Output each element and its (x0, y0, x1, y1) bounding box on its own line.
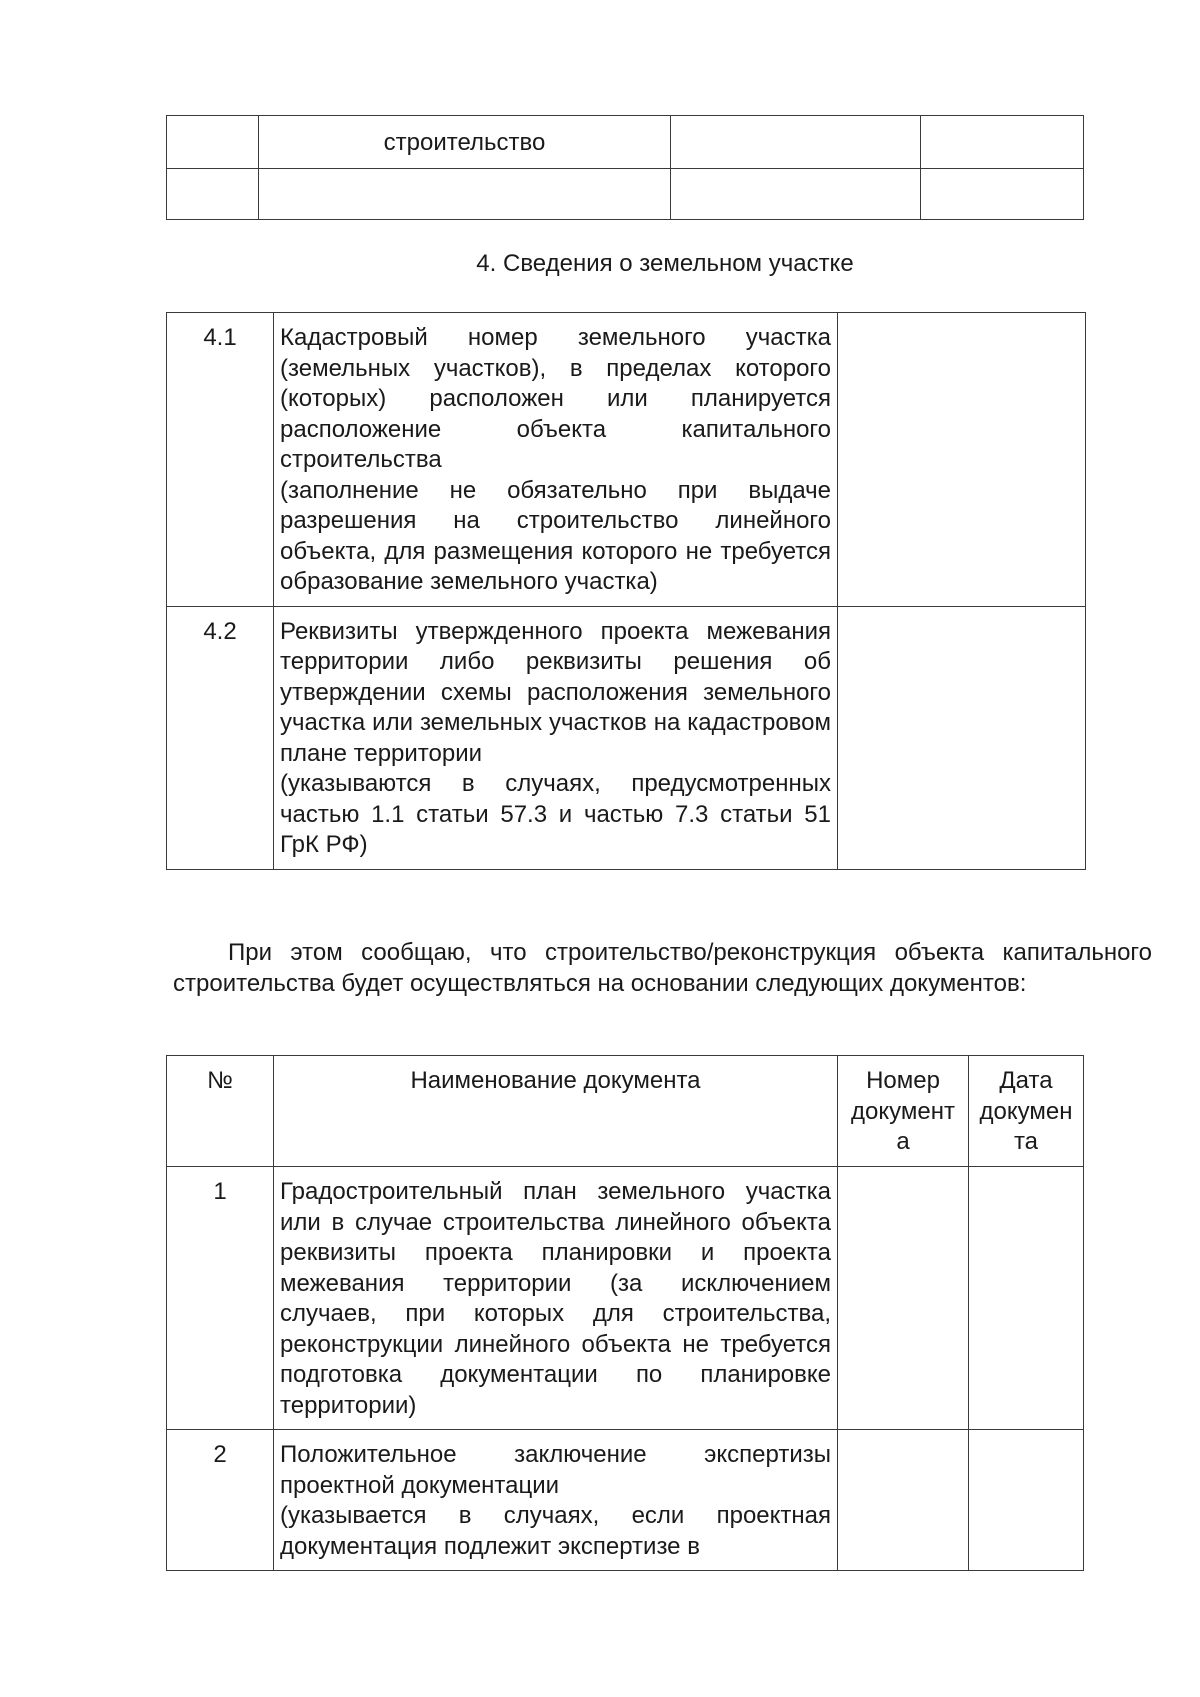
row-number: 2 (167, 1430, 274, 1571)
value-cell (969, 1430, 1084, 1571)
row-number: 4.2 (167, 606, 274, 869)
header-document-date: Дата докумен та (969, 1056, 1084, 1167)
header-number: № (167, 1056, 274, 1167)
table-cell-construction: строительство (259, 116, 671, 169)
row-number: 1 (167, 1167, 274, 1430)
table-row (167, 169, 1084, 220)
table-cell (167, 169, 259, 220)
row-description (274, 1430, 838, 1571)
row-number: 4.1 (167, 313, 274, 607)
table-cell (921, 169, 1084, 220)
row-description (274, 1167, 838, 1430)
table-header-row (167, 1056, 1084, 1167)
land-plot-table (166, 312, 1086, 870)
value-cell (838, 313, 1086, 607)
table-row (167, 116, 1084, 169)
row-description (274, 606, 838, 869)
row-description (274, 313, 838, 607)
row-main-text: Положительное заключение экспертизы проектной документации (280, 1441, 831, 1499)
table-row (167, 606, 1086, 869)
table-cell (167, 116, 259, 169)
row-note: (указывается в случаях, если проектная документация подлежит экспертизе в (280, 1502, 831, 1560)
continued-table (166, 115, 1084, 220)
row-main-text: Кадастровый номер земельного участка (земельных участков), в пределах которого (которых) расположен или планируется расположение объекта капитального строительства (280, 324, 831, 473)
table-row (167, 1167, 1084, 1430)
header-document-number: Номер документ а (838, 1056, 969, 1167)
value-cell (969, 1167, 1084, 1430)
table-cell (259, 169, 671, 220)
row-main-text: Градостроительный план земельного участка или в случае строительства линейного объекта реквизиты проекта планировки и проекта межевания территории (за исключением случаев, при которых для строительства, реконструкции линейного объекта не требуется подготовка документации по планировке территории) (280, 1178, 831, 1419)
section-title: 4. Сведения о земельном участке (476, 250, 854, 277)
table-cell (671, 116, 921, 169)
header-document-name: Наименование документа (274, 1056, 838, 1167)
table-row (167, 313, 1086, 607)
table-row (167, 1430, 1084, 1571)
table-cell (921, 116, 1084, 169)
value-cell (838, 1430, 969, 1571)
documents-table (166, 1055, 1084, 1571)
value-cell (838, 1167, 969, 1430)
statement-paragraph: При этом сообщаю, что строительство/реконструкция объекта капитального строительства будет осуществляться на основании следующих документов: (173, 939, 1152, 997)
row-main-text: Реквизиты утвержденного проекта межевания территории либо реквизиты решения об утверждении схемы расположения земельного участка или земельных участков на кадастровом плане территории (280, 617, 831, 767)
value-cell (838, 606, 1086, 869)
row-note: (заполнение не обязательно при выдаче разрешения на строительство линейного объекта, для размещения которого не требуется образование земельного участка) (280, 476, 831, 595)
row-note: (указываются в случаях, предусмотренных частью 1.1 статьи 57.3 и частью 7.3 статьи 51 ГрК РФ) (280, 770, 831, 858)
table-cell (671, 169, 921, 220)
